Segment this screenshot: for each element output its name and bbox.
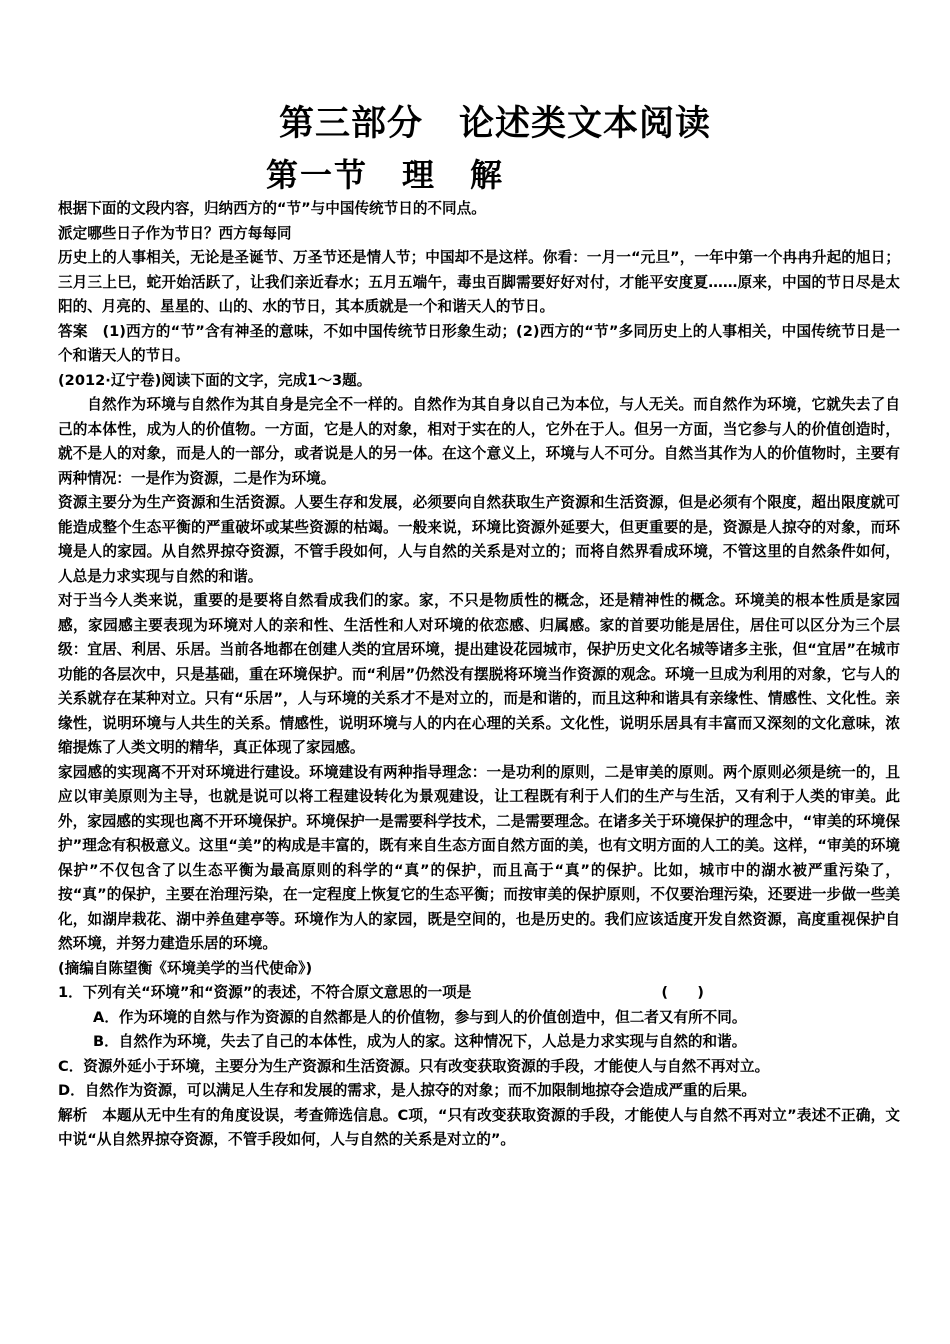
option-c: C．资源外延小于环境，主要分为生产资源和生活资源。只有改变获取资源的手段，才能使人与自然不再对立。 [58,1057,770,1075]
part-title: 第三部分 论述类文本阅读 [278,103,711,144]
passage-paragraph-2: 资源主要分为生产资源和生活资源。人要生存和发展，必须要向自然获取生产资源和生活资源，但是必须有个限度，超出限度就可能造成整个生态平衡的严重破坏或某些资源的枯竭。一般来说，环境比资源外延要大，但更重要的是，资源是人掠夺的对象，而环境是人的家园。从自然界掠夺资源，不管手段如何，人与自然的关系是对立的；而将自然界看成环境，不管这里的自然条件如何，人总是力求实现与自然的和谐。 [58,494,900,585]
option-b: B．自然作为环境，失去了自己的本体性，成为人的家。这种情况下，人总是力求实现与自然的和谐。 [93,1033,747,1050]
document-body [58,197,900,1153]
answer-bracket: ( ) [661,984,704,1001]
passage-paragraph-4: 家园感的实现离不开对环境进行建设。环境建设有两种指导理念：一是功利的原则，二是审美的原则。两个原则必须是统一的，且应以审美原则为主导，也就是说可以将工程建设转化为景观建设，让工程既有利于人们的生产与生活，又有利于人类的审美。此外，家园感的实现也离不开环境保护。环境保护一是需要科学技术，二是需要理念。在诸多关于环境保护的理念中，“审美的环境保护”理念有积极意义。这里“美”的构成是丰富的，既有来自生态方面自然方面的美，也有文明方面的人工的美。这样，“审美的环境保护”不仅包含了以生态平衡为最高原则的科学的“真”的保护，而且高于“真”的保护。比如，城市中的湖水被严重污染了，按“真”的保护，主要在治理污染，在一定程度上恢复它的生态平衡；而按审美的保护原则，不仅要治理污染，还要进一步做一些美化，如湖岸栽花、湖中养鱼建亭等。环境作为人的家园，既是空间的，也是历史的。我们应该适度开发自然资源，高度重视保护自然环境，并努力建造乐居的环境。 [58,763,900,952]
intro-passage: 历史上的人事相关，无论是圣诞节、万圣节还是情人节；中国却不是这样。你看：一月一“元旦”，一年中第一个冉冉升起的旭日；三月三上巳，蛇开始活跃了，让我们亲近春水；五月五端午，毒虫百脚需要好好对付，才能平安度夏……原来，中国的节日尽是太阳的、月亮的、星星的、山的、水的节日，其本质就是一个和谐天人的节日。 [58,249,900,315]
passage-paragraph-1: 自然作为环境与自然作为其自身是完全不一样的。自然作为其自身以自己为本位，与人无关。而自然作为环境，它就失去了自己的本体性，成为人的价值物。一方面，它是人的对象，相对于实在的人，它外在于人。但另一方面，当它参与人的价值创造时，就不是人的对象，而是人的一部分，或者说是人的另一体。在这个意义上，环境与人不可分。自然当其作为人的价值物时，主要有两种情况：一是作为资源，二是作为环境。 [58,396,900,487]
analysis-text: 解析 本题从无中生有的角度设误，考查筛选信息。C项，“只有改变获取资源的手段，才能使人与自然不再对立”表述不正确，文中说“从自然界掠夺资源，不管手段如何，人与自然的关系是对立的”。 [58,1106,900,1148]
reading-source-line: (2012·辽宁卷)阅读下面的文字，完成1～3题。 [58,371,372,389]
passage-paragraph-3: 对于当今人类来说，重要的是要将自然看成我们的家。家，不只是物质性的概念，还是精神性的概念。环境美的根本性质是家园感，家园感主要表现为环境对人的亲和性、生活性和人对环境的依恋感、归属感。家的首要功能是居住，居住可以区分为三个层级：宜居、利居、乐居。当前各地都在创建人类的宜居环境，提出建设花园城市，保护历史文化名城等诸多主张，但“宜居”在城市功能的各层次中，只是基础，重在环境保护。而“利居”仍然没有摆脱将环境当作资源的观念。环境一旦成为利用的对象，它与人的关系就存在某种对立。只有“乐居”，人与环境的关系才不是对立的，而是和谐的，而且这种和谐具有亲缘性、情感性、文化性。亲缘性，说明环境与人共生的关系。情感性，说明环境与人的内在心理的关系。文化性，说明乐居具有丰富而又深刻的文化意味，浓缩提炼了人类文明的精华，真正体现了家园感。 [58,592,900,756]
citation: (摘编自陈望衡《环境美学的当代使命》) [58,959,313,977]
section-title: 第一节 理 解 [266,156,505,194]
option-d: D．自然作为资源，可以满足人生存和发展的需求，是人掠夺的对象；而不加限制地掠夺会造成严重的后果。 [58,1082,757,1099]
instruction-line: 根据下面的文段内容，归纳西方的“节”与中国传统节日的不同点。 [58,200,486,217]
question-1-text: 1．下列有关“环境”和“资源”的表述，不符合原文意思的一项是 [58,984,472,1001]
option-a: A．作为环境的自然与作为资源的自然都是人的价值物，参与到人的价值创造中，但二者又有所不同。 [93,1008,747,1026]
answer-text: 答案 (1)西方的“节”含有神圣的意味，不如中国传统节日形象生动；(2)西方的“节”多同历史上的人事相关，中国传统节日是一个和谐天人的节日。 [58,322,900,364]
question-1-stem [58,981,900,1006]
intro-line: 派定哪些日子作为节日？西方每每同 [58,224,292,242]
